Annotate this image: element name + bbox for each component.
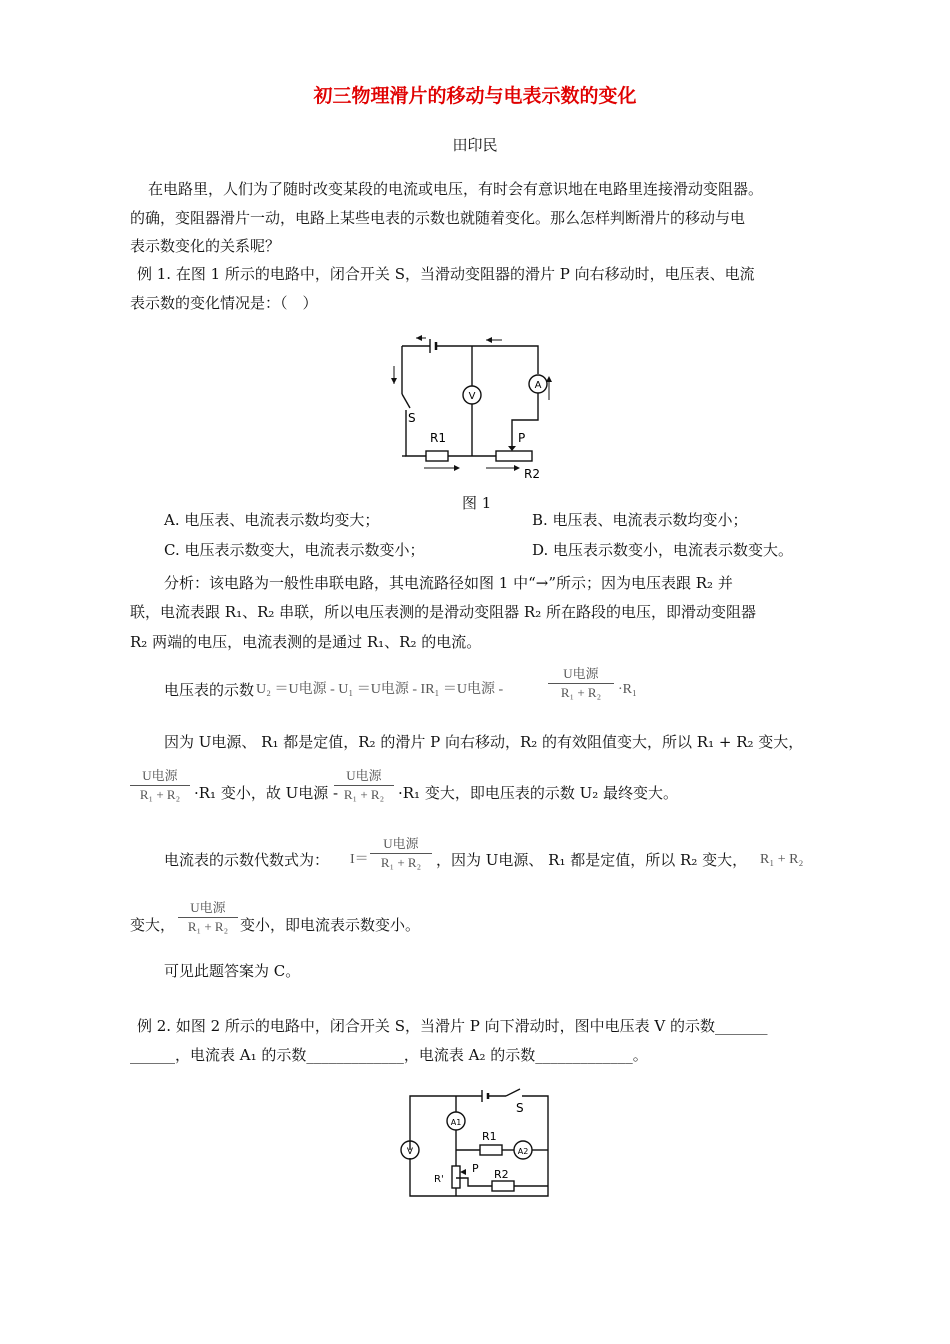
fig1-r2-label: R2 [524,467,540,481]
fig1-ammeter-label: A [534,380,542,391]
because-fraction-1 [130,768,190,803]
current-line-2b: 变小，即电流表示数变小。 [240,916,421,934]
fraction-numerator: U电源 [346,768,382,783]
page-title: 初三物理滑片的移动与电表示数的变化 [313,85,637,107]
figure-2-circuit [398,1086,562,1212]
current-line-2a: 变大， [130,916,176,934]
voltage-formula: U₂ ＝U电源 - U₁ ＝U电源 - IR₁ ＝U电源 - [256,682,504,697]
voltage-fraction [548,666,614,701]
intro-line-2: 的确，变阻器滑片一动，电路上某些电表的示数也就随着变化。那么怎样判断滑片的移动与电 [130,209,746,227]
option-c: C. 电压表示数变大，电流表示数变小； [164,541,425,559]
fig1-p-label: P [518,431,526,445]
fraction-denominator: R₁ + R₂ [187,919,229,934]
fraction-denominator: R₁ + R₂ [560,685,602,700]
voltage-prefix: 电压表的示数 [164,681,255,699]
fig1-voltmeter-label: V [468,391,476,402]
current-prefix: 电流表的示数代数式为： [164,851,330,869]
fig1-r1-label: R1 [430,431,446,445]
because-line: 因为 U电源、 R₁ 都是定值，R₂ 的滑片 P 向右移动，R₂ 的有效阻值变大，所以 R₁ + R₂ 变大， [164,733,804,751]
because-line-2a: ·R₁ 变小，故 U电源 - [194,784,339,802]
fraction-numerator: U电源 [190,900,226,915]
current-formula: I＝ [350,852,369,867]
intro-line-1: 在电路里，人们为了随时改变某段的电流或电压，有时会有意识地在电路里连接滑动变阻器。 [148,180,764,198]
fig2-switch-label: S [516,1101,524,1115]
analysis-line-2: 联，电流表跟 R₁、R₂ 串联，所以电压表测的是滑动变阻器 R₂ 所在路段的电压，即滑动变阻器 [130,603,756,621]
option-d: D. 电压表示数变小，电流表示数变大。 [532,541,794,559]
fig1-switch-label: S [408,411,416,425]
option-a: A. 电压表、电流表示数均变大； [164,511,380,529]
current-fraction [370,836,432,871]
example2-question-2: ______，电流表 A₁ 的示数_____________，电流表 A₂ 的示数_____________。 [130,1046,648,1064]
fraction-numerator: U电源 [563,666,599,681]
fraction-numerator: U电源 [142,768,178,783]
fig2-rprime-label: R' [434,1174,444,1185]
author: 田印民 [452,136,498,154]
because-line-2b: ·R₁ 变大，即电压表的示数 U₂ 最终变大。 [398,784,679,802]
fig2-voltmeter-label: V [406,1147,414,1157]
fig2-p-label: P [472,1162,479,1175]
current-tail: R₁ + R₂ [760,852,804,867]
current-fraction-2 [178,900,238,935]
example1-question-2: 表示数的变化情况是：（ ） [130,294,318,312]
fraction-denominator: R₁ + R₂ [380,855,422,870]
example2-question-1: 例 2. 如图 2 所示的电路中，闭合开关 S，当滑片 P 向下滑动时，图中电压表 V 的示数_______ [137,1017,768,1035]
figure-1-caption: 图 1 [462,494,492,512]
current-mid: ，因为 U电源、 R₁ 都是定值，所以 R₂ 变大， [436,851,748,869]
because-fraction-2 [334,768,394,803]
fraction-denominator: R₁ + R₂ [139,787,181,802]
option-b: B. 电压表、电流表示数均变小； [532,511,748,529]
analysis-line-1: 分析：该电路为一般性串联电路，其电流路径如图 1 中“→”所示；因为电压表跟 R₂ 并 [164,574,733,592]
voltage-suffix: ·R₁ [618,682,637,697]
fraction-denominator: R₁ + R₂ [343,787,385,802]
fig2-r1-label: R1 [482,1130,497,1143]
figure-1-circuit [386,330,556,482]
fig2-r2-label: R2 [494,1168,509,1181]
fraction-numerator: U电源 [383,836,419,851]
intro-line-3: 表示数变化的关系呢？ [130,237,281,255]
fig2-a2-label: A2 [517,1147,529,1156]
conclusion: 可见此题答案为 C。 [164,962,301,980]
example1-question-1: 例 1. 在图 1 所示的电路中，闭合开关 S，当滑动变阻器的滑片 P 向右移动时，电压表、电流 [137,265,755,283]
analysis-line-3: R₂ 两端的电压，电流表测的是通过 R₁、R₂ 的电流。 [130,633,482,651]
fig2-a1-label: A1 [450,1118,462,1127]
